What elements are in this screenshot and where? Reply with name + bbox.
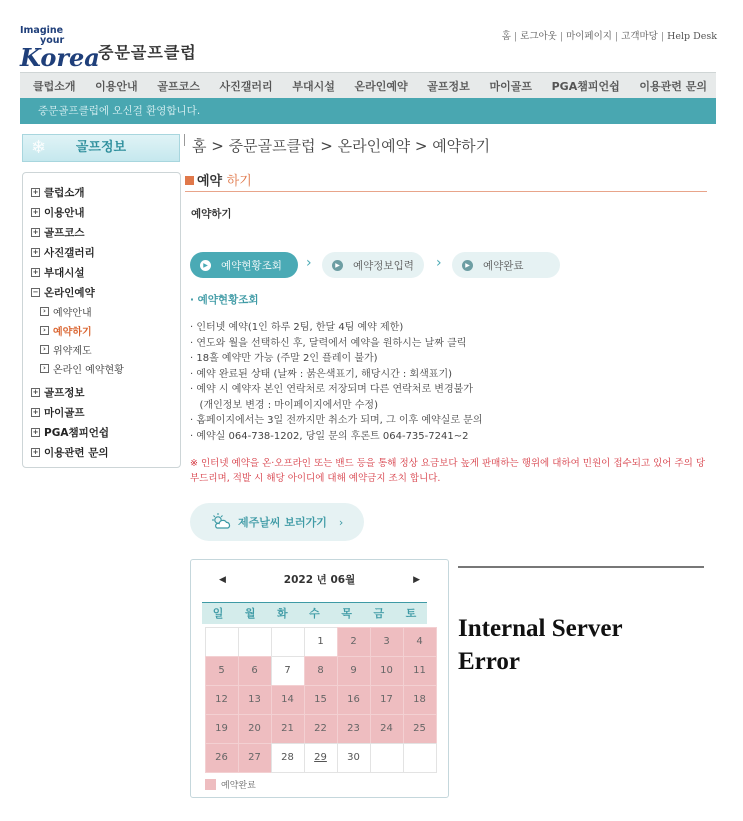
rule-item: · 홈페이지에서는 3일 전까지만 취소가 되며, 그 이후 예약실로 문의: [190, 415, 483, 426]
error-message: [458, 612, 623, 678]
sidebar-item-label: 골프코스: [44, 226, 85, 239]
calendar-day-booked[interactable]: 14: [271, 685, 305, 715]
sidebar-sub-status[interactable]: [31, 359, 180, 378]
top-link-customer[interactable]: 고객마당: [621, 31, 658, 42]
weekday-label: 토: [405, 607, 417, 620]
calendar-weekdays: [202, 602, 427, 624]
calendar-day[interactable]: 28: [271, 743, 305, 773]
top-links: 홈 | 로그아웃 | 마이페이지 | 고객마당 | Help Desk: [501, 31, 717, 42]
minus-box-icon: −: [32, 287, 39, 296]
calendar-day-booked[interactable]: 25: [403, 714, 437, 744]
weekday-label: 금: [373, 607, 385, 620]
calendar-day-booked[interactable]: 12: [205, 685, 239, 715]
title-rule: [185, 191, 707, 192]
error-line2: Error: [458, 648, 521, 675]
sidebar-sub-label: 예약하기: [53, 327, 92, 338]
calendar-day-booked[interactable]: 16: [337, 685, 371, 715]
main-nav: [20, 72, 716, 98]
calendar-day-booked[interactable]: 2: [337, 627, 371, 657]
calendar-day-booked[interactable]: 5: [205, 656, 239, 686]
divider: [184, 134, 185, 146]
arrow-box-icon: ›: [40, 307, 49, 316]
rule-item: · 18홀 예약만 가능 (주말 2인 플레이 불가): [190, 353, 378, 364]
sidebar-sub-guide[interactable]: [31, 302, 180, 321]
prev-month-icon[interactable]: ◀: [219, 575, 226, 585]
top-link-logout[interactable]: 로그아웃: [520, 31, 557, 42]
step-label: 예약완료: [483, 259, 524, 272]
sidebar-item-label: 온라인예약: [44, 286, 95, 299]
guide-title: · 예약현황조회: [190, 294, 259, 306]
plus-box-icon: +: [32, 207, 39, 216]
sidebar-item-my-golf[interactable]: [31, 402, 180, 422]
rule-item: · 인터넷 예약(1인 하루 2팀, 한달 4팀 예약 제한): [190, 322, 404, 333]
sidebar-item-label: 클럽소개: [44, 186, 85, 199]
weather-icon: [210, 511, 232, 533]
calendar-day-booked[interactable]: 3: [370, 627, 404, 657]
arrow-box-icon: ›: [40, 364, 49, 373]
nav-item-my-golf[interactable]: 마이골프: [489, 79, 532, 93]
top-link-helpdesk[interactable]: Help Desk: [667, 31, 717, 42]
korea-logo[interactable]: [20, 25, 100, 72]
calendar-day-booked[interactable]: 20: [238, 714, 272, 744]
sidebar-item-gallery[interactable]: [31, 242, 180, 262]
breadcrumb: 홈 > 중문골프클럽 > 온라인예약 > 예약하기: [192, 137, 491, 155]
calendar-day-booked[interactable]: 13: [238, 685, 272, 715]
calendar-day-booked[interactable]: 24: [370, 714, 404, 744]
calendar-month: 2022 년 06월: [283, 574, 356, 586]
calendar-day-booked[interactable]: 15: [304, 685, 338, 715]
calendar-day-booked[interactable]: 21: [271, 714, 305, 744]
calendar-day-booked[interactable]: 26: [205, 743, 239, 773]
jeju-weather-button[interactable]: [190, 503, 364, 541]
calendar-empty-cell: [271, 627, 305, 657]
sidebar-item-course[interactable]: [31, 222, 180, 242]
sidebar-sub-label: 온라인 예약현황: [53, 365, 124, 376]
welcome-bar: 중문골프클럽에 오신걸 환영합니다.: [20, 98, 716, 124]
logo-line1: Imagine: [20, 25, 64, 36]
plus-box-icon: +: [32, 247, 39, 256]
nav-item-club[interactable]: 클럽소개: [33, 79, 76, 93]
top-link-home[interactable]: 홈: [501, 31, 511, 42]
sidebar-item-label: 마이골프: [44, 406, 85, 419]
calendar-day-booked[interactable]: 11: [403, 656, 437, 686]
logo-line2: your: [40, 35, 65, 46]
play-icon: ▶: [200, 260, 211, 271]
page-title-a: 예약: [197, 174, 223, 189]
weather-button-label: 제주날씨 보러가기: [238, 516, 327, 529]
calendar-day-booked[interactable]: 22: [304, 714, 338, 744]
sidebar-item-label: 부대시설: [44, 266, 85, 279]
sidebar-item-inquiry[interactable]: [31, 442, 180, 462]
calendar-day[interactable]: 29: [304, 743, 338, 773]
plus-box-icon: +: [32, 407, 39, 416]
sidebar-item-label: 사진갤러리: [44, 246, 95, 259]
sidebar-sub-label: 예약안내: [53, 308, 92, 319]
error-line1: Internal Server: [458, 615, 623, 642]
calendar-day-booked[interactable]: 19: [205, 714, 239, 744]
sidebar-item-golf-info[interactable]: [31, 382, 180, 402]
sidebar-item-usage[interactable]: [31, 202, 180, 222]
calendar-day-booked[interactable]: 6: [238, 656, 272, 686]
step-complete[interactable]: [452, 252, 560, 278]
legend-swatch: [205, 779, 216, 790]
nav-item-inquiry[interactable]: 이용관련 문의: [639, 79, 707, 93]
sidebar-title: [22, 134, 180, 162]
nav-item-pga[interactable]: PGA챔피언쉽: [551, 79, 620, 93]
calendar-day-booked[interactable]: 17: [370, 685, 404, 715]
plus-box-icon: +: [32, 447, 39, 456]
rule-item: · 예약실 064-738-1202, 당일 문의 후론트 064-735-7241~2: [190, 430, 469, 442]
weekday-label: 목: [341, 607, 352, 620]
logo-word: Korea: [20, 43, 100, 72]
sidebar-title-text: 골프정보: [75, 140, 127, 155]
calendar-day-booked[interactable]: 4: [403, 627, 437, 657]
calendar-empty-cell: [403, 743, 437, 773]
next-month-icon[interactable]: ▶: [413, 575, 420, 585]
reservation-rules: [190, 320, 710, 444]
page-title-b: 하기: [226, 174, 252, 189]
snowflake-icon: ❄: [31, 137, 47, 158]
plus-box-icon: +: [32, 187, 39, 196]
nav-item-usage[interactable]: 이용안내: [95, 79, 138, 93]
chevron-right-icon: ›: [338, 515, 344, 529]
weekday-label: 화: [277, 607, 288, 620]
sidebar-item-club[interactable]: [31, 182, 180, 202]
calendar-nav: [191, 570, 448, 590]
warning-notice: ※ 인터넷 예약을 온·오프라인 또는 밴드 등을 통해 정상 요금보다 높게 판매하는 행위에 대하여 민원이 접수되고 있어 주의 당부드리며, 적발 시 해당 아이디에 대해 예약금지 조치 합니다.: [190, 458, 706, 484]
weekday-label: 수: [309, 607, 320, 620]
title-bullet-icon: [185, 176, 194, 185]
calendar-empty-cell: [238, 627, 272, 657]
weekday-label: 일: [212, 607, 224, 620]
calendar-legend: [205, 778, 256, 791]
sidebar-item-label: 이용안내: [44, 206, 85, 219]
step-info-input[interactable]: [322, 252, 424, 278]
sidebar-item-label: 골프정보: [44, 386, 85, 399]
sidebar-item-label: PGA챔피언쉽: [44, 426, 110, 439]
calendar-empty-cell: [370, 743, 404, 773]
calendar-day-booked[interactable]: 27: [238, 743, 272, 773]
plus-box-icon: +: [32, 427, 39, 436]
legend-label: 예약완료: [221, 781, 256, 791]
sidebar-sub-book[interactable]: [31, 321, 180, 340]
rule-item: · 연도와 월을 선택하신 후, 달력에서 예약을 원하시는 날짜 클릭: [190, 337, 467, 349]
arrow-box-icon: ›: [40, 345, 49, 354]
rule-item: · 예약 완료된 상태 (날짜 : 붉은색표기, 해당시간 : 회색표기): [190, 368, 453, 380]
sidebar-menu: [22, 172, 181, 468]
plus-box-icon: +: [32, 387, 39, 396]
sidebar-item-pga[interactable]: [31, 422, 180, 442]
nav-item-golf-info[interactable]: 골프정보: [427, 79, 470, 93]
nav-item-gallery[interactable]: 사진갤러리: [219, 79, 273, 93]
step-label: 예약정보입력: [353, 259, 414, 272]
nav-item-reservation[interactable]: 온라인예약: [354, 79, 408, 93]
step-status-check[interactable]: [190, 252, 298, 278]
calendar-day-booked[interactable]: 18: [403, 685, 437, 715]
sidebar-item-facilities[interactable]: [31, 262, 180, 282]
nav-item-course[interactable]: 골프코스: [157, 79, 200, 93]
nav-item-facilities[interactable]: 부대시설: [292, 79, 335, 93]
step-indicator: [190, 252, 565, 278]
page-subhead: 예약하기: [191, 208, 232, 220]
calendar-day[interactable]: 1: [304, 627, 338, 657]
plus-box-icon: +: [32, 267, 39, 276]
sidebar-sub-label: 위약제도: [53, 346, 92, 357]
plus-box-icon: +: [32, 227, 39, 236]
chevron-right-icon: ›: [436, 255, 442, 271]
rule-item: (개인정보 변경 : 마이페이지에서만 수정): [190, 399, 378, 411]
site-title: 중문골프클럽: [98, 43, 197, 62]
calendar-day-booked[interactable]: 23: [337, 714, 371, 744]
chevron-right-icon: ›: [306, 255, 312, 271]
play-icon: ▶: [332, 260, 343, 271]
weekday-label: 월: [244, 607, 256, 620]
page-title: [185, 170, 252, 189]
error-rule: [458, 566, 704, 568]
rule-item: · 예약 시 예약자 본인 연락처로 저장되며 다른 연락처로 변경불가: [190, 384, 473, 395]
calendar-day-booked[interactable]: 10: [370, 656, 404, 686]
top-link-mypage[interactable]: 마이페이지: [566, 31, 612, 42]
sidebar-item-reservation[interactable]: [31, 282, 180, 302]
reservation-calendar: [190, 559, 449, 798]
play-icon: ▶: [462, 260, 473, 271]
calendar-day[interactable]: 7: [271, 656, 305, 686]
step-label: 예약현황조회: [221, 259, 282, 272]
calendar-day-booked[interactable]: 8: [304, 656, 338, 686]
sidebar-item-label: 이용관련 문의: [44, 446, 109, 459]
calendar-day[interactable]: 30: [337, 743, 371, 773]
sidebar-sub-penalty[interactable]: [31, 340, 180, 359]
calendar-day-booked[interactable]: 9: [337, 656, 371, 686]
calendar-empty-cell: [205, 627, 239, 657]
calendar-grid: [205, 627, 436, 772]
arrow-box-icon: ›: [40, 326, 49, 335]
